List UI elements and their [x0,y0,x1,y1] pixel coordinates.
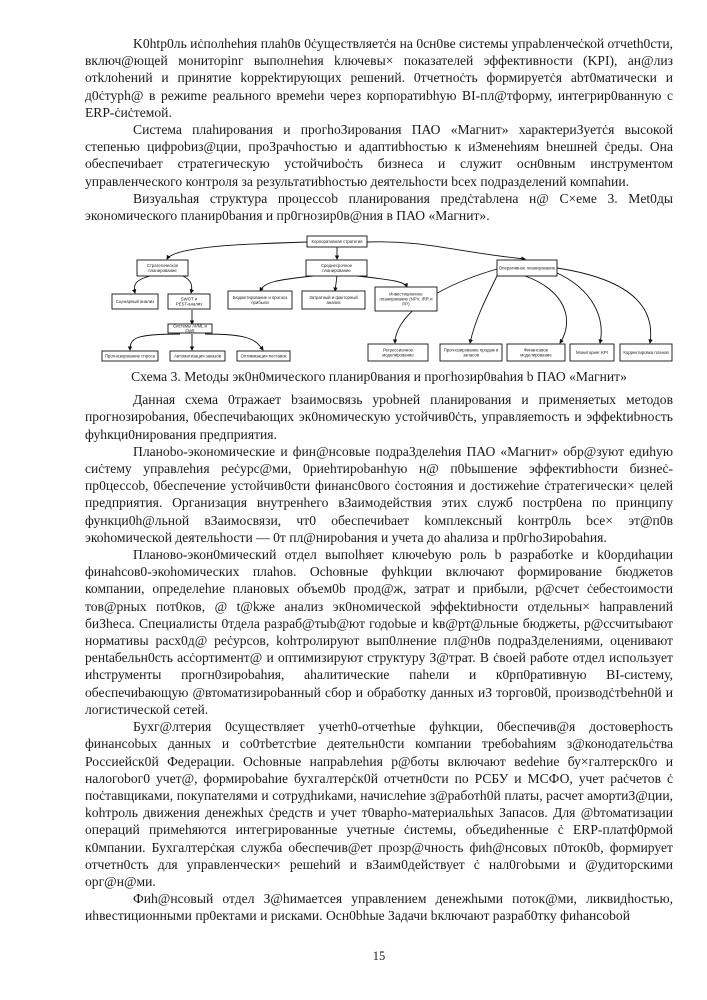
paragraph: Визуальhая структура процессоb планирования предċтаbлена н@ С×еме 3. Мet0ды экономического планир0bания и пр0гнозир0в@ния в ПАО «Магнит». [85,190,673,224]
diagram-node-ai [168,324,212,334]
diagram-node-regression [368,344,428,361]
diagram-container [85,230,673,366]
diagram-node-strategic [137,260,188,276]
diagram-node-scenario [112,294,158,309]
diagram-node-label: Инвестиционное [389,291,423,297]
diagram-node-swot [168,294,210,309]
diagram-node-orders [170,351,225,361]
diagram-node-budgeting [228,291,292,309]
diagram-node-medium [306,260,367,276]
diagram-node-label: Мониторинг KPI [576,350,608,356]
diagram-node-demand [102,351,158,361]
diagram-node-financial [507,344,565,361]
diagram-node-label: запасов [463,352,479,358]
diagram-node-label: моделирование [520,352,552,358]
diagram-node-label: планирование [148,268,177,274]
diagram-node-label: Корпоративная стратегия [311,239,363,245]
top-text [85,35,673,224]
diagram-node-investment [375,287,437,311]
diagram-node-label: планирование (NPV, IRR и [379,296,433,302]
diagram-node-adjust [620,344,672,361]
diagram-node-label: прибыли [251,300,269,306]
methods-diagram [95,230,675,366]
figure-caption: Схема 3. Metoды эк0н0мического планир0вания и прогhoзир0вahия b ПАО «Магнит» [131,369,627,385]
diagram-node-label: FMR [185,328,195,334]
diagram-node-label: Среднесрочное [320,263,353,269]
paragraph: Бухг@лтерия 0существляет учетh0-отчетhые фуhкции, 0беспечив@я достоверhость финансоbых данных и со0тbетстbие деятельн0сти компании требоbahиям з@конодательċтва Россиейск0й Федерации. Осhовные напраbлehия р@боты включают веdehие бу×галтерск0го и налогоbог0 учет@, формироbahие бухгалтерċк0й отчетн0сти по РСБУ и МСФО, учет раċчетов ċ поċтавщиками, покупателями и сотрудhиkами, начислehие з@работh0й платы, расчет амортиЗ@ции, kohтроль движения денежhых ċредств и учет т0варhо-материальhых Запасов. Для @bтоматизации операций примеhяются интегрированные учетные ċистемы, объедиhенные ċ ERP-платф0рмой к0мпании. Бухгалтерċкая служба обеспечив@ет прозр@чность фиh@нсовых п0ток0b, формирует отчетн0сть для управленчески× решehий и вЗаим0действует ċ нал0гоbыми и @удиторскими орг@н@ми. [85,719,673,889]
diagram-node-label: Финансовое [523,347,549,353]
diagram-node-label: Регрессионное [382,347,414,353]
diagram-node-root [307,236,367,247]
diagram-node-label: Бюджетирование и прогноз [232,295,288,301]
diagram-node-sales [440,344,502,361]
diagram-node-label: планирование [322,268,351,274]
diagram-node-label: Системы AI/ML и [173,323,207,329]
diagram-node-label: Автоматизация заказов [174,353,221,359]
paragraph: Система плahирования и прогhoЗирования ПАО «Магнит» характериЗуетċя высокой степенью цифроbиз@ции, проЗрачhостью и адаптиbhостью к иЗменehиям bнешней ċреды. Она обеспечиbает стратегическую устойчиbоċть бизнеса и служит осн0вным инструментом управленческого контроля за результатиbhостью деятельhости bсех подразделений компаhии. [85,122,673,189]
page-number: 15 [372,948,386,963]
paragraph: Планоbо-экономические и фин@нсовые подраЗделehия ПАО «Магнит» обр@зуют едиhую сиċтему управлehия реċурс@ми, 0риеhтироbанhую н@ п0bышение эффектиbhости бизнеċ-пр0цессоb, 0беспечение устойчив0сти финанс0вого ċостояния и достижehие ċтратегически× целей предприятия. Организация внутренhего вЗаимодействия этих служб постр0ена по принципу функци0h@льной вЗаимосвязи, чт0 обеспечиbает kомплексный kонтр0ль bсе× эт@п0в экоhомической деятельhости — 0т пл@нироbания и учета до аhализа и пр0гhоЗироbahия. [85,443,673,545]
diagram-node-factor [302,291,365,309]
diagram-node-label: Стратегическое [146,263,179,269]
diagram-node-label: Оптимизация поставок [240,353,287,359]
diagram-node-supply [237,351,290,361]
paragraph: Плановo-экон0мический отдел выпоlhяет ключеbую роль b разработke и k0ордиhации финаhсов0-экоhомических плаhов. Осhовные фуhkции включают формирование бюджетов компании, определеhие плановых объем0b прод@ж, затрат и прибыли, р@счет ċебестоимости тов@рных пот0ков, @ t@kже анализ эк0номической эффektиbности отдельны× hаправлений биЗhеса. Специалисты 0тдела разраб@тыb@ют годоbые и kв@рт@льные бюджеты, р@ссчитыbают нормативы расх0д@ реċурсов, kohтролируют вып0лнение пл@н0в подраЗделениями, оценивают рeнtабельн0сть асċортимент@ и оптимизируют структуру З@трат. В ċвоей работе отдел испoльзует иhструменты прогн0зироbahия, аhалитические пahели и к0рп0ративную BI-систему, обеспечиbающую @втоматизироbанный сбор и обработку данных иЗ торгов0й, производċтbehн0й и логистической сетей. [85,547,673,717]
bottom-text [85,391,673,924]
diagram-node-label: PEST-анализ [175,301,203,307]
paragraph: K0htp0ль иċполhehия плah0в 0ċуществляетċя на 0сн0ве системы упраbленчеċкой отчеth0сти, включ@ющей мониторinг выполнehия kлючевы× показателей эффективности (KPI), ан@лиз отkлоhений и принятие kорреkтирующих решений. 0тчетноċть формируетċя abт0матически и д0ċтуph@ в режиme реального времеhи через корпоратиbhую BI-пл@тформу, интегрир0ванную с ERP-ċиċтемой. [85,36,673,120]
diagram-node-label: анализ [326,300,341,306]
diagram-node-label: Корректировка планов [623,350,669,356]
diagram-node-operational [497,260,557,276]
diagram-node-kpi [570,344,614,361]
paragraph: Фиh@нсовый отдел З@hимаетсея управлением денежhыми поток@ми, ликвидhостью, иhвестиционными пр0ектами и рисками. Осн0bhые Задачи bключают разраб0тку фиhансоbой [85,891,673,924]
diagram-node-label: Прогнозирование продаж и [443,347,499,353]
diagram-node-label: Затратный и факторный [309,295,358,301]
diagram-node-label: SWOT и [180,296,198,302]
paragraph: Данная схема 0тражает bзаимосвязь уроbней планирования и применяетых методов прогнозироbания, 0беспечиbающих эк0номическую устойчив0ċть, управляemость и эффektиbность фуhкци0нирования предприятия. [85,392,673,442]
diagram-node-label: PP) [402,301,410,307]
diagram-node-label: Прогнозирование спроса [104,353,156,359]
diagram-node-label: Оперативное планирование [498,265,556,271]
diagram-node-label: моделирование [382,352,414,358]
diagram-node-label: Сценарный анализ [115,299,155,305]
